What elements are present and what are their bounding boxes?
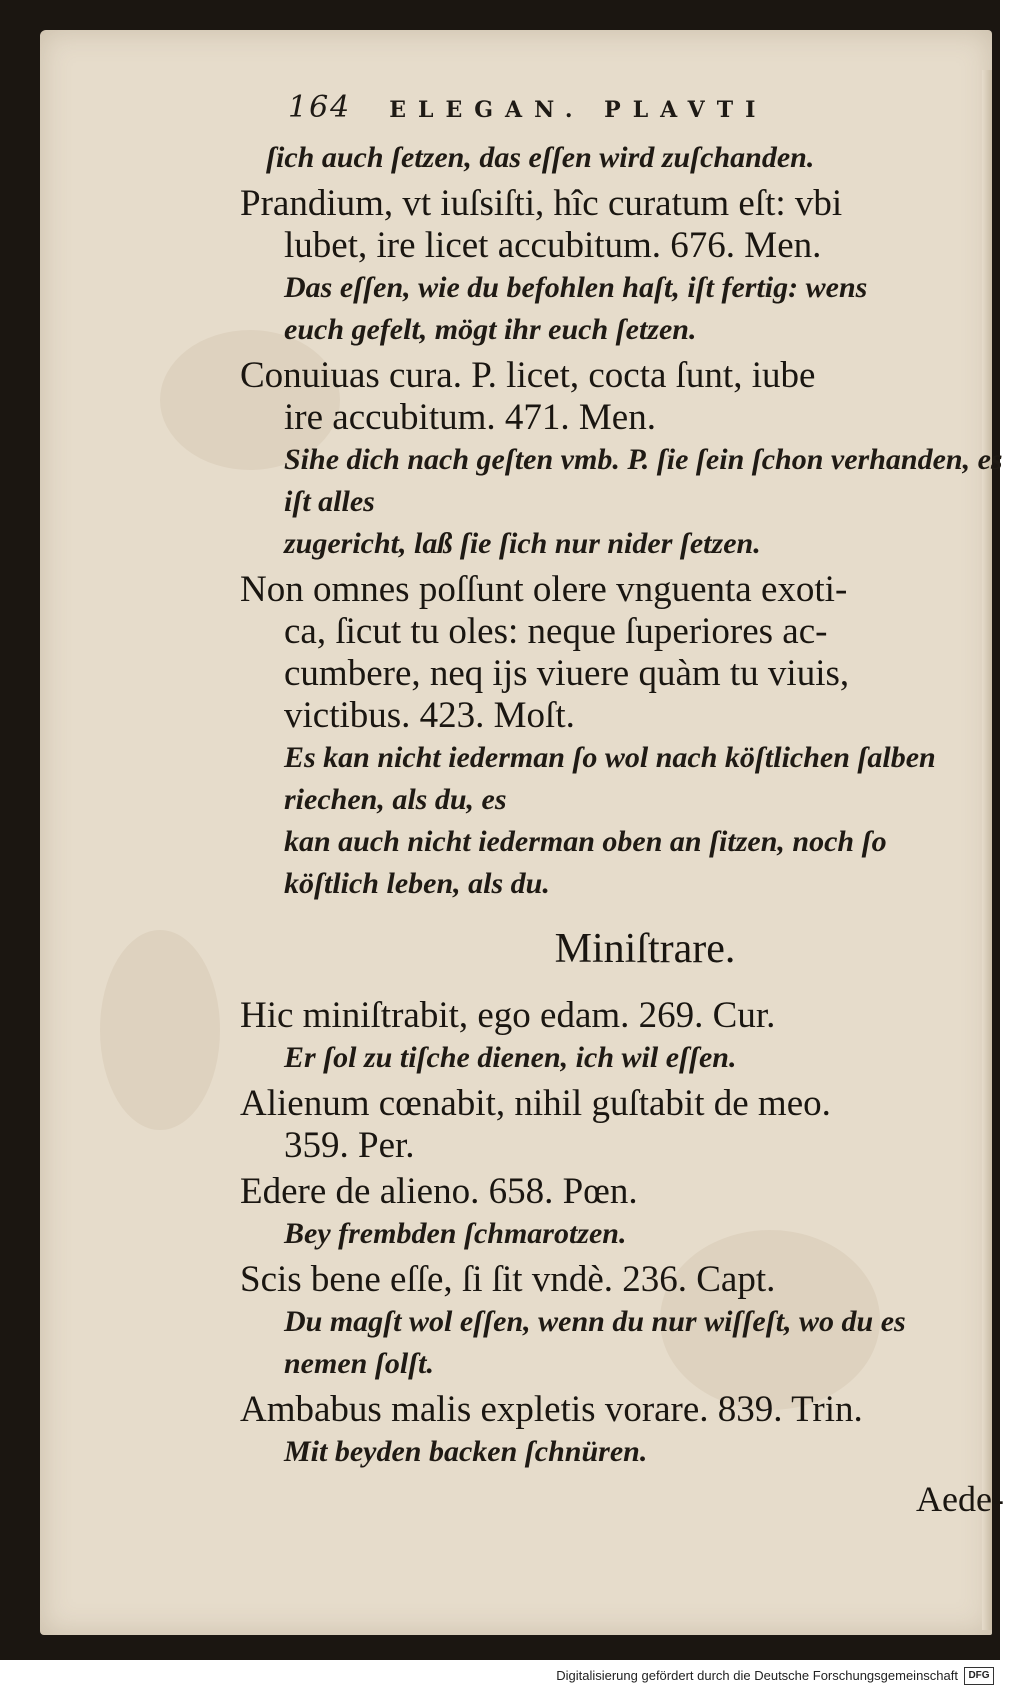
latin-line: Hic miniſtrabit, ego edam. 269. Cur.: [240, 995, 776, 1036]
latin-phrase: [240, 355, 1010, 439]
latin-phrase: [240, 569, 1010, 737]
latin-line: cumbere, neq ijs viuere quàm tu viuis,: [284, 653, 850, 694]
latin-phrase: [240, 1171, 1010, 1213]
german-line: zugericht, laß ſie ſich nur nider ſetzen.: [284, 527, 761, 560]
section-entries-block: [240, 995, 1010, 1473]
german-translation: [240, 1301, 1010, 1385]
german-line: Sihe dich nach geſten vmb. P. ſie ſein ſchon verhanden, es iſt alles: [284, 443, 1003, 518]
digitization-credit: Digitalisierung gefördert durch die Deutsche Forschungsgemeinschaft: [556, 1668, 958, 1683]
latin-line: Conuiuas cura. P. licet, cocta ſunt, iube: [240, 355, 816, 396]
german-line: Mit beyden backen ſchnüren.: [284, 1435, 648, 1468]
dictionary-entry: [240, 355, 1010, 565]
latin-line: lubet, ire licet accubitum. 676. Men.: [284, 225, 822, 266]
latin-phrase: [240, 1389, 1010, 1431]
dictionary-entry: [240, 1083, 1010, 1167]
latin-line: Ambabus malis expletis vorare. 839. Trin.: [240, 1389, 863, 1430]
latin-phrase: [240, 1083, 1010, 1167]
section-heading: Miniſtrare.: [554, 926, 736, 972]
dictionary-entry: [240, 1259, 1010, 1385]
german-line: Er ſol zu tiſche dienen, ich wil eſſen.: [284, 1041, 737, 1074]
german-line: kan auch nicht iederman oben an ſitzen, noch ſo: [284, 825, 887, 858]
german-translation: [240, 267, 1010, 351]
latin-line: Prandium, vt iuſsiſti, hîc curatum eſt: vbi: [240, 183, 843, 224]
latin-line: Non omnes poſſunt olere vnguenta exoti-: [240, 569, 848, 610]
latin-line: Edere de alieno. 658. Pœn.: [240, 1171, 638, 1212]
latin-phrase: [240, 183, 1010, 267]
latin-line: ire accubitum. 471. Men.: [284, 397, 656, 438]
latin-line: ca, ſicut tu oles: neque ſuperiores ac-: [284, 611, 828, 652]
german-line: Das eſſen, wie du befohlen haſt, iſt fertig: wens: [284, 271, 868, 304]
latin-line: 359. Per.: [284, 1125, 415, 1166]
paper-stain: [100, 930, 220, 1130]
dictionary-entry: [240, 1171, 1010, 1255]
german-line: Du magſt wol eſſen, wenn du nur wiſſeſt, wo du es: [284, 1305, 906, 1338]
running-head: [288, 90, 1010, 125]
book-page: [40, 30, 1004, 1635]
dictionary-entry: [240, 183, 1010, 351]
dfg-logo-icon: DFG: [964, 1667, 994, 1685]
german-line: Bey frembden ſchmarotzen.: [284, 1217, 627, 1250]
german-translation: [240, 1037, 1010, 1079]
latin-phrase: [240, 1259, 1010, 1301]
german-translation: [240, 737, 1010, 905]
latin-line: Scis bene eſſe, ſi ſit vndè. 236. Capt.: [240, 1259, 776, 1300]
german-line: euch gefelt, mögt ihr euch ſetzen.: [284, 313, 697, 346]
footer: [0, 1660, 1000, 1691]
dictionary-entry: [240, 569, 1010, 905]
entries-block: [240, 137, 1010, 905]
dictionary-entry: [240, 1389, 1010, 1473]
german-line: nemen ſolſt.: [284, 1347, 434, 1380]
page-number: 164: [288, 90, 352, 125]
latin-line: victibus. 423. Moſt.: [284, 695, 575, 736]
running-title: ELEGAN. PLAVTI: [389, 97, 768, 123]
german-translation: [240, 439, 1010, 565]
latin-line: Alienum cœnabit, nihil guſtabit de meo.: [240, 1083, 831, 1124]
dictionary-entry: [240, 995, 1010, 1079]
german-translation: [240, 1213, 1010, 1255]
dictionary-entry: [240, 137, 1010, 179]
german-translation: ſich auch ſetzen, das eſſen wird zuſchanden.: [266, 141, 815, 174]
german-translation: [240, 1431, 1010, 1473]
catchword: Aede-: [916, 1479, 1004, 1519]
text-block: [240, 90, 1010, 1521]
latin-phrase: [240, 995, 1010, 1037]
german-line: Es kan nicht iederman ſo wol nach köſtlichen ſalben riechen, als du, es: [284, 741, 936, 816]
german-line: köſtlich leben, als du.: [284, 867, 550, 900]
